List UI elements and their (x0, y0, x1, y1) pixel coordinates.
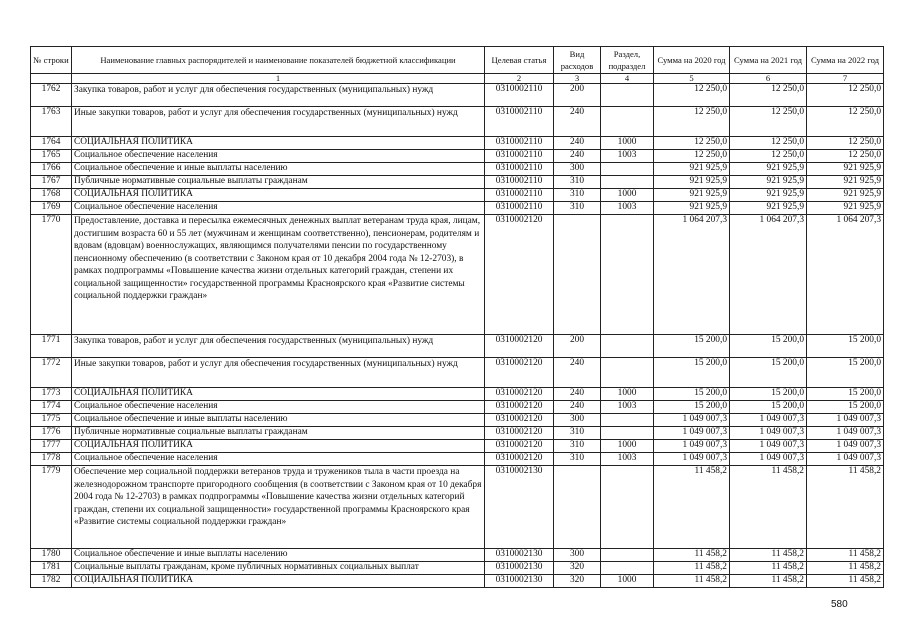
row-sum-2021: 12 250,0 (730, 137, 807, 150)
row-expense-type (554, 215, 601, 335)
row-sum-2022: 15 200,0 (807, 401, 884, 414)
table-row (31, 466, 884, 549)
table-row (31, 137, 884, 150)
row-sum-2022: 921 925,9 (807, 176, 884, 189)
row-target-code: 0310002120 (485, 335, 554, 358)
row-expense-type (554, 466, 601, 549)
row-target-code: 0310002110 (485, 202, 554, 215)
row-expense-type: 310 (554, 440, 601, 453)
row-number: 1765 (31, 150, 72, 163)
row-target-code: 0310002110 (485, 176, 554, 189)
row-number: 1766 (31, 163, 72, 176)
row-number: 1779 (31, 466, 72, 549)
row-number: 1775 (31, 414, 72, 427)
row-sum-2022: 15 200,0 (807, 358, 884, 388)
header-name: Наименование главных распорядителей и наименование показателей бюджетной классификации (72, 47, 485, 74)
column-number: 1 (72, 74, 485, 84)
header-sum-2022: Сумма на 2022 год (807, 47, 884, 74)
row-expense-type: 310 (554, 176, 601, 189)
row-sum-2020: 1 049 007,3 (654, 414, 730, 427)
row-number: 1767 (31, 176, 72, 189)
row-sum-2022: 1 049 007,3 (807, 453, 884, 466)
table-row (31, 562, 884, 575)
row-sum-2020: 15 200,0 (654, 358, 730, 388)
row-sum-2020: 921 925,9 (654, 189, 730, 202)
row-section: 1003 (601, 453, 654, 466)
row-section (601, 358, 654, 388)
row-sum-2022: 1 064 207,3 (807, 215, 884, 335)
row-target-code: 0310002120 (485, 427, 554, 440)
row-section (601, 549, 654, 562)
row-expense-type: 200 (554, 84, 601, 107)
row-section: 1000 (601, 440, 654, 453)
row-target-code: 0310002120 (485, 440, 554, 453)
row-sum-2020: 1 049 007,3 (654, 440, 730, 453)
row-name: Публичные нормативные социальные выплаты гражданам (72, 176, 485, 189)
row-name: Закупка товаров, работ и услуг для обеспечения государственных (муниципальных) нужд (72, 84, 485, 107)
row-name: СОЦИАЛЬНАЯ ПОЛИТИКА (72, 189, 485, 202)
row-number: 1762 (31, 84, 72, 107)
row-number: 1768 (31, 189, 72, 202)
row-target-code: 0310002110 (485, 150, 554, 163)
row-target-code: 0310002120 (485, 215, 554, 335)
table-row (31, 549, 884, 562)
row-sum-2022: 12 250,0 (807, 84, 884, 107)
row-sum-2021: 921 925,9 (730, 189, 807, 202)
budget-table (30, 46, 884, 588)
row-number: 1773 (31, 388, 72, 401)
table-row (31, 414, 884, 427)
row-expense-type: 240 (554, 401, 601, 414)
table-row (31, 335, 884, 358)
row-sum-2020: 1 064 207,3 (654, 215, 730, 335)
row-sum-2021: 1 049 007,3 (730, 427, 807, 440)
row-target-code: 0310002110 (485, 163, 554, 176)
row-sum-2022: 1 049 007,3 (807, 427, 884, 440)
row-expense-type: 310 (554, 202, 601, 215)
row-sum-2022: 1 049 007,3 (807, 440, 884, 453)
row-name: Публичные нормативные социальные выплаты гражданам (72, 427, 485, 440)
row-section (601, 107, 654, 137)
table-row (31, 202, 884, 215)
row-name: Предоставление, доставка и пересылка ежемесячных денежных выплат ветеранам труда края, лицам, достигшим возраста 60 и 55 лет (мужчинам и женщинам соответственно), пенсионерам, родителям и вдовам (вдовцам) военнослужащих, являющимся получателями пенсии по государственному пенсионному обеспечению (в соответствии с Законом края от 10 декабря 2004 года № 12-2703), в рамках подпрограммы «Повышение качества жизни отдельных категорий граждан, степени их социальной защищенности» государственной программы Красноярского края «Развитие системы социальной поддержки граждан» (72, 215, 485, 335)
table-row (31, 427, 884, 440)
row-sum-2022: 11 458,2 (807, 466, 884, 549)
row-sum-2020: 11 458,2 (654, 466, 730, 549)
row-expense-type: 300 (554, 549, 601, 562)
row-sum-2020: 11 458,2 (654, 562, 730, 575)
row-expense-type: 320 (554, 575, 601, 588)
column-number: 4 (601, 74, 654, 84)
row-target-code: 0310002130 (485, 466, 554, 549)
row-number: 1782 (31, 575, 72, 588)
row-sum-2020: 15 200,0 (654, 401, 730, 414)
row-name: Социальное обеспечение населения (72, 202, 485, 215)
row-section: 1000 (601, 388, 654, 401)
row-number: 1776 (31, 427, 72, 440)
header-code: Целевая статья (485, 47, 554, 74)
table-row (31, 84, 884, 107)
row-sum-2021: 12 250,0 (730, 150, 807, 163)
row-sum-2022: 1 049 007,3 (807, 414, 884, 427)
table-row (31, 358, 884, 388)
row-section (601, 176, 654, 189)
row-name: Социальное обеспечение и иные выплаты населению (72, 163, 485, 176)
row-sum-2021: 15 200,0 (730, 401, 807, 414)
row-name: СОЦИАЛЬНАЯ ПОЛИТИКА (72, 575, 485, 588)
row-name: Социальное обеспечение населения (72, 150, 485, 163)
row-sum-2021: 11 458,2 (730, 549, 807, 562)
row-name: Иные закупки товаров, работ и услуг для обеспечения государственных (муниципальных) нужд (72, 107, 485, 137)
table-row (31, 453, 884, 466)
row-target-code: 0310002130 (485, 549, 554, 562)
table-row (31, 575, 884, 588)
row-name: Иные закупки товаров, работ и услуг для обеспечения государственных (муниципальных) нужд (72, 358, 485, 388)
row-section (601, 163, 654, 176)
row-sum-2020: 11 458,2 (654, 549, 730, 562)
row-sum-2022: 12 250,0 (807, 150, 884, 163)
row-number: 1778 (31, 453, 72, 466)
row-number: 1781 (31, 562, 72, 575)
row-sum-2022: 921 925,9 (807, 163, 884, 176)
row-expense-type: 240 (554, 137, 601, 150)
row-number: 1780 (31, 549, 72, 562)
row-name: СОЦИАЛЬНАЯ ПОЛИТИКА (72, 388, 485, 401)
column-number: 2 (485, 74, 554, 84)
row-section: 1003 (601, 401, 654, 414)
header-row-no: № строки (31, 47, 72, 74)
table-row (31, 440, 884, 453)
row-sum-2021: 12 250,0 (730, 84, 807, 107)
row-name: СОЦИАЛЬНАЯ ПОЛИТИКА (72, 137, 485, 150)
row-section (601, 427, 654, 440)
row-name: Социальное обеспечение и иные выплаты населению (72, 549, 485, 562)
row-name: Социальное обеспечение населения (72, 453, 485, 466)
row-section (601, 466, 654, 549)
row-sum-2021: 921 925,9 (730, 202, 807, 215)
row-sum-2020: 12 250,0 (654, 137, 730, 150)
row-sum-2021: 1 049 007,3 (730, 440, 807, 453)
row-sum-2022: 12 250,0 (807, 107, 884, 137)
row-number: 1770 (31, 215, 72, 335)
row-sum-2021: 15 200,0 (730, 335, 807, 358)
row-sum-2021: 15 200,0 (730, 388, 807, 401)
row-target-code: 0310002120 (485, 453, 554, 466)
row-expense-type: 240 (554, 388, 601, 401)
row-target-code: 0310002120 (485, 414, 554, 427)
row-sum-2022: 921 925,9 (807, 189, 884, 202)
row-name: Закупка товаров, работ и услуг для обеспечения государственных (муниципальных) нужд (72, 335, 485, 358)
row-expense-type: 310 (554, 189, 601, 202)
row-section (601, 562, 654, 575)
row-number: 1777 (31, 440, 72, 453)
row-expense-type: 310 (554, 427, 601, 440)
row-name: Обеспечение мер социальной поддержки ветеранов труда и тружеников тыла в части проезда на железнодорожном транспорте пригородного сообщения (в соответствии с Законом края от 10 декабря 2004 года № 12-2703) в рамках подпрограммы «Повышение качества жизни отдельных категорий граждан, степени их социальной защищенности» государственной программы Красноярского края «Развитие системы социальной поддержки граждан» (72, 466, 485, 549)
row-section: 1003 (601, 202, 654, 215)
row-expense-type: 300 (554, 163, 601, 176)
row-target-code: 0310002130 (485, 575, 554, 588)
row-sum-2020: 12 250,0 (654, 150, 730, 163)
page-number: 580 (831, 599, 848, 610)
row-number: 1763 (31, 107, 72, 137)
row-target-code: 0310002120 (485, 388, 554, 401)
row-sum-2021: 921 925,9 (730, 163, 807, 176)
header-vid: Вид расходов (554, 47, 601, 74)
row-sum-2021: 1 049 007,3 (730, 453, 807, 466)
row-section: 1003 (601, 150, 654, 163)
row-sum-2020: 15 200,0 (654, 335, 730, 358)
table-row (31, 215, 884, 335)
row-sum-2022: 15 200,0 (807, 388, 884, 401)
header-sum-2021: Сумма на 2021 год (730, 47, 807, 74)
row-target-code: 0310002110 (485, 107, 554, 137)
row-sum-2021: 11 458,2 (730, 575, 807, 588)
row-name: Социальные выплаты гражданам, кроме публичных нормативных социальных выплат (72, 562, 485, 575)
row-name: Социальное обеспечение населения (72, 401, 485, 414)
row-target-code: 0310002120 (485, 401, 554, 414)
row-name: Социальное обеспечение и иные выплаты населению (72, 414, 485, 427)
row-sum-2020: 11 458,2 (654, 575, 730, 588)
row-sum-2020: 1 049 007,3 (654, 427, 730, 440)
row-section (601, 84, 654, 107)
row-expense-type: 310 (554, 453, 601, 466)
table-body (31, 84, 884, 588)
row-sum-2022: 921 925,9 (807, 202, 884, 215)
row-sum-2020: 921 925,9 (654, 163, 730, 176)
row-sum-2020: 12 250,0 (654, 107, 730, 137)
column-number: 7 (807, 74, 884, 84)
table-row (31, 388, 884, 401)
row-section (601, 414, 654, 427)
row-number: 1771 (31, 335, 72, 358)
row-sum-2021: 11 458,2 (730, 562, 807, 575)
row-sum-2021: 1 049 007,3 (730, 414, 807, 427)
row-section (601, 335, 654, 358)
row-sum-2020: 12 250,0 (654, 84, 730, 107)
row-name: СОЦИАЛЬНАЯ ПОЛИТИКА (72, 440, 485, 453)
row-sum-2020: 921 925,9 (654, 202, 730, 215)
table-row (31, 107, 884, 137)
table-row (31, 163, 884, 176)
column-number: 5 (654, 74, 730, 84)
row-target-code: 0310002110 (485, 137, 554, 150)
header-sum-2020: Сумма на 2020 год (654, 47, 730, 74)
table-row (31, 189, 884, 202)
row-sum-2021: 11 458,2 (730, 466, 807, 549)
row-sum-2020: 15 200,0 (654, 388, 730, 401)
row-sum-2022: 11 458,2 (807, 562, 884, 575)
row-sum-2022: 15 200,0 (807, 335, 884, 358)
row-sum-2021: 12 250,0 (730, 107, 807, 137)
row-number: 1769 (31, 202, 72, 215)
row-expense-type: 300 (554, 414, 601, 427)
row-section: 1000 (601, 189, 654, 202)
row-expense-type: 240 (554, 150, 601, 163)
row-section (601, 215, 654, 335)
row-sum-2021: 1 064 207,3 (730, 215, 807, 335)
row-target-code: 0310002110 (485, 189, 554, 202)
row-expense-type: 320 (554, 562, 601, 575)
table-row (31, 401, 884, 414)
row-number: 1772 (31, 358, 72, 388)
row-target-code: 0310002110 (485, 84, 554, 107)
column-number: 6 (730, 74, 807, 84)
row-expense-type: 240 (554, 107, 601, 137)
column-number: 3 (554, 74, 601, 84)
row-number: 1764 (31, 137, 72, 150)
row-sum-2021: 15 200,0 (730, 358, 807, 388)
row-section: 1000 (601, 137, 654, 150)
row-expense-type: 240 (554, 358, 601, 388)
row-sum-2022: 11 458,2 (807, 575, 884, 588)
row-sum-2022: 11 458,2 (807, 549, 884, 562)
row-number: 1774 (31, 401, 72, 414)
header-razdel: Раздел, подраздел (601, 47, 654, 74)
table-row (31, 150, 884, 163)
row-expense-type: 200 (554, 335, 601, 358)
row-sum-2020: 1 049 007,3 (654, 453, 730, 466)
header-row (31, 47, 884, 74)
row-section: 1000 (601, 575, 654, 588)
column-number-row (31, 74, 884, 84)
table-row (31, 176, 884, 189)
row-sum-2020: 921 925,9 (654, 176, 730, 189)
row-sum-2022: 12 250,0 (807, 137, 884, 150)
row-target-code: 0310002130 (485, 562, 554, 575)
row-sum-2021: 921 925,9 (730, 176, 807, 189)
row-target-code: 0310002120 (485, 358, 554, 388)
